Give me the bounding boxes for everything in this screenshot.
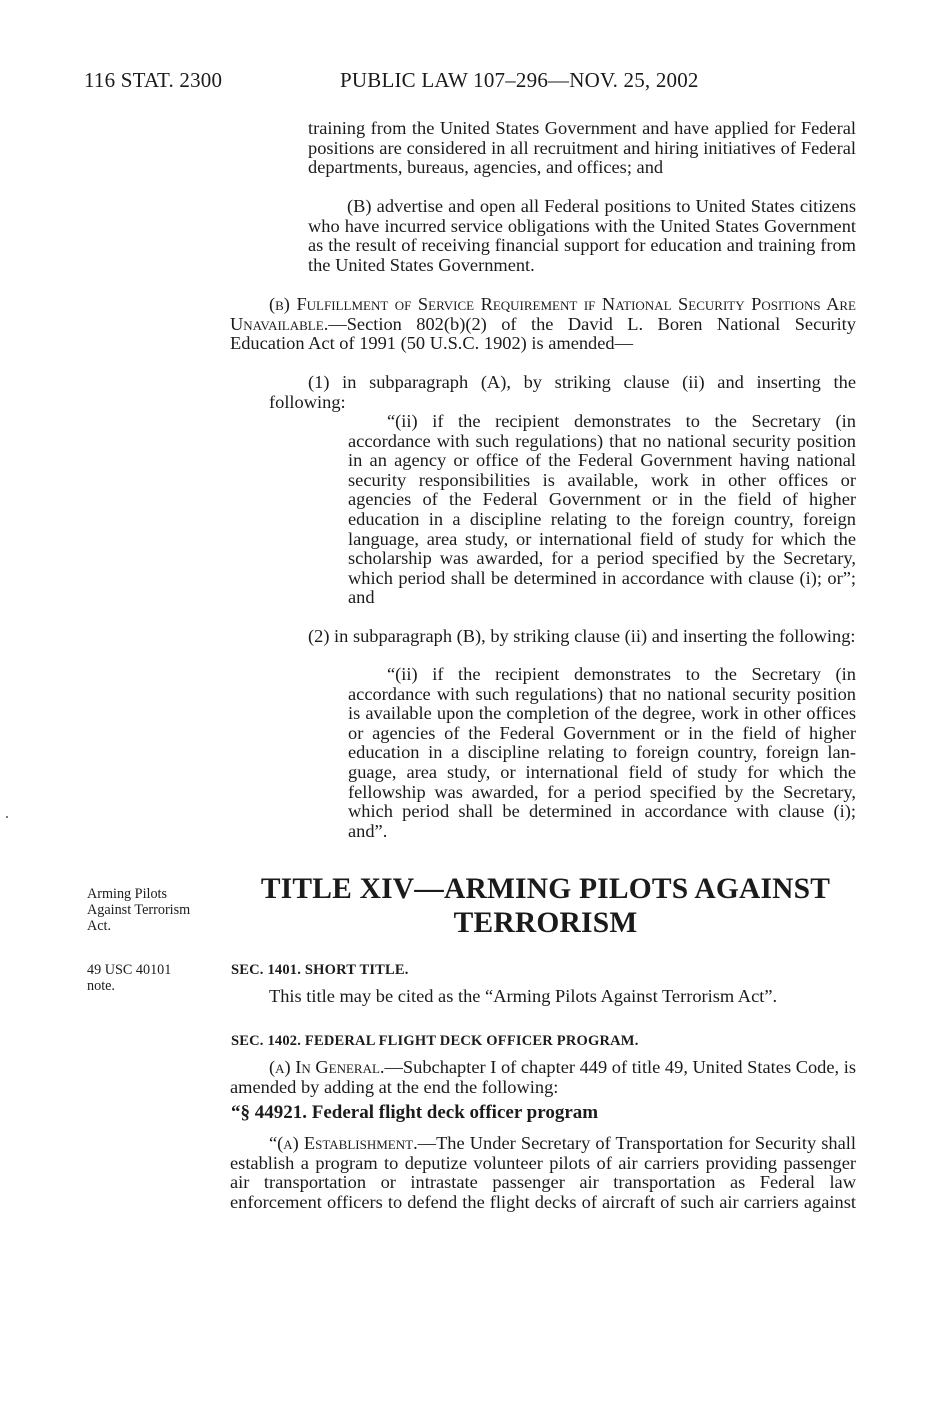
- section-44921-title: “§ 44921. Federal flight deck officer program: [231, 1102, 599, 1123]
- title-line-1: TITLE XIV—ARMING PILOTS AGAINST: [260, 873, 831, 905]
- section-1402-a: [230, 1058, 856, 1097]
- subsection-text-in-general: —Subchapter I of chapter 449 of title 49, United States Code, is amended by adding at the end the following:: [230, 1057, 856, 1097]
- paragraph-1-subparagraph-a: (1) in subparagraph (A), by striking clause (ii) and inserting the following:: [269, 372, 856, 412]
- subsection-heading-fulfillment: (b) Fulfillment of Service Requirement if National Security Positions Are Unavailable.: [230, 294, 856, 334]
- paragraph-training-continuation: training from the United States Government and have applied for Federal positions are considered in all recruitment and hiring initiatives of Federal departments, bureaus, agencies, and offices; and: [308, 118, 856, 178]
- paragraph-2-subparagraph-b: (2) in subparagraph (B), by striking clause (ii) and inserting the following:: [308, 626, 856, 646]
- scan-speck: [6, 816, 8, 818]
- paragraph-b-fulfillment: [230, 295, 856, 354]
- margin-note-usc: 49 USC 40101 note.: [87, 962, 172, 994]
- page-citation: 116 STAT. 2300: [84, 68, 223, 92]
- margin-note-short-title: Arming Pilots Against Terrorism Act.: [87, 886, 191, 934]
- section-1402-heading: SEC. 1402. FEDERAL FLIGHT DECK OFFICER PROGRAM.: [231, 1033, 639, 1049]
- subsection-heading-establishment: “(a) Establishment.: [269, 1133, 418, 1153]
- law-citation: PUBLIC LAW 107–296—NOV. 25, 2002: [340, 68, 699, 92]
- section-1401-text: This title may be cited as the “Arming Pilots Against Terrorism Act”.: [269, 986, 778, 1006]
- subsection-text-establishment: —The Under Secretary of Transportation for Security shall establish a program to deputize volunteer pilots of air carriers providing passenger air transportation or intrastate passenger air transportation as Federal law enforcement officers to defend the flight decks of aircraft of such air carriers against: [230, 1133, 856, 1212]
- paragraph-b-advertise: (B) advertise and open all Federal positions to United States citizens who have incurred service obligations with the United States Government as the result of receiving financial support for education and training from the United States Government.: [308, 196, 856, 275]
- subsection-text-fulfillment: —Section 802(b)(2) of the David L. Boren National Security Education Act of 1991 (50 U.S.C. 1902) is amended—: [230, 313, 856, 354]
- quoted-clause-ii-a: “(ii) if the recipient demonstrates to the Secretary (in accordance with such regulations) that no national security position in an agency or office of the Federal Government having national security responsibilities is available, work in other offices or agencies of the Federal Government or in the field of higher education in a discipline relating to the foreign country, foreign language, area study, or international field of study for which the scholarship was awarded, for a period specified by the Secretary, which period shall be determined in accordance with clause (i); or”; and: [348, 411, 856, 608]
- quoted-clause-ii-b: “(ii) if the recipient demonstrates to the Secretary (in accordance with such regulations) that no national security position is available upon the completion of the degree, work in other offices or agencies of the Federal Government or in the field of higher education in a discipline relating to foreign country, foreign language, area study, or international field of study for which the fellowship was awarded, for a period specified by the Secretary, which period shall be determined in accordance with clause (i); and”.: [348, 664, 856, 841]
- title-heading: [232, 872, 859, 940]
- section-1401-heading: SEC. 1401. SHORT TITLE.: [231, 962, 409, 978]
- subsection-heading-in-general: (a) In General.: [269, 1057, 385, 1077]
- title-line-2: TERRORISM: [453, 907, 638, 939]
- section-44921-a: [230, 1134, 856, 1212]
